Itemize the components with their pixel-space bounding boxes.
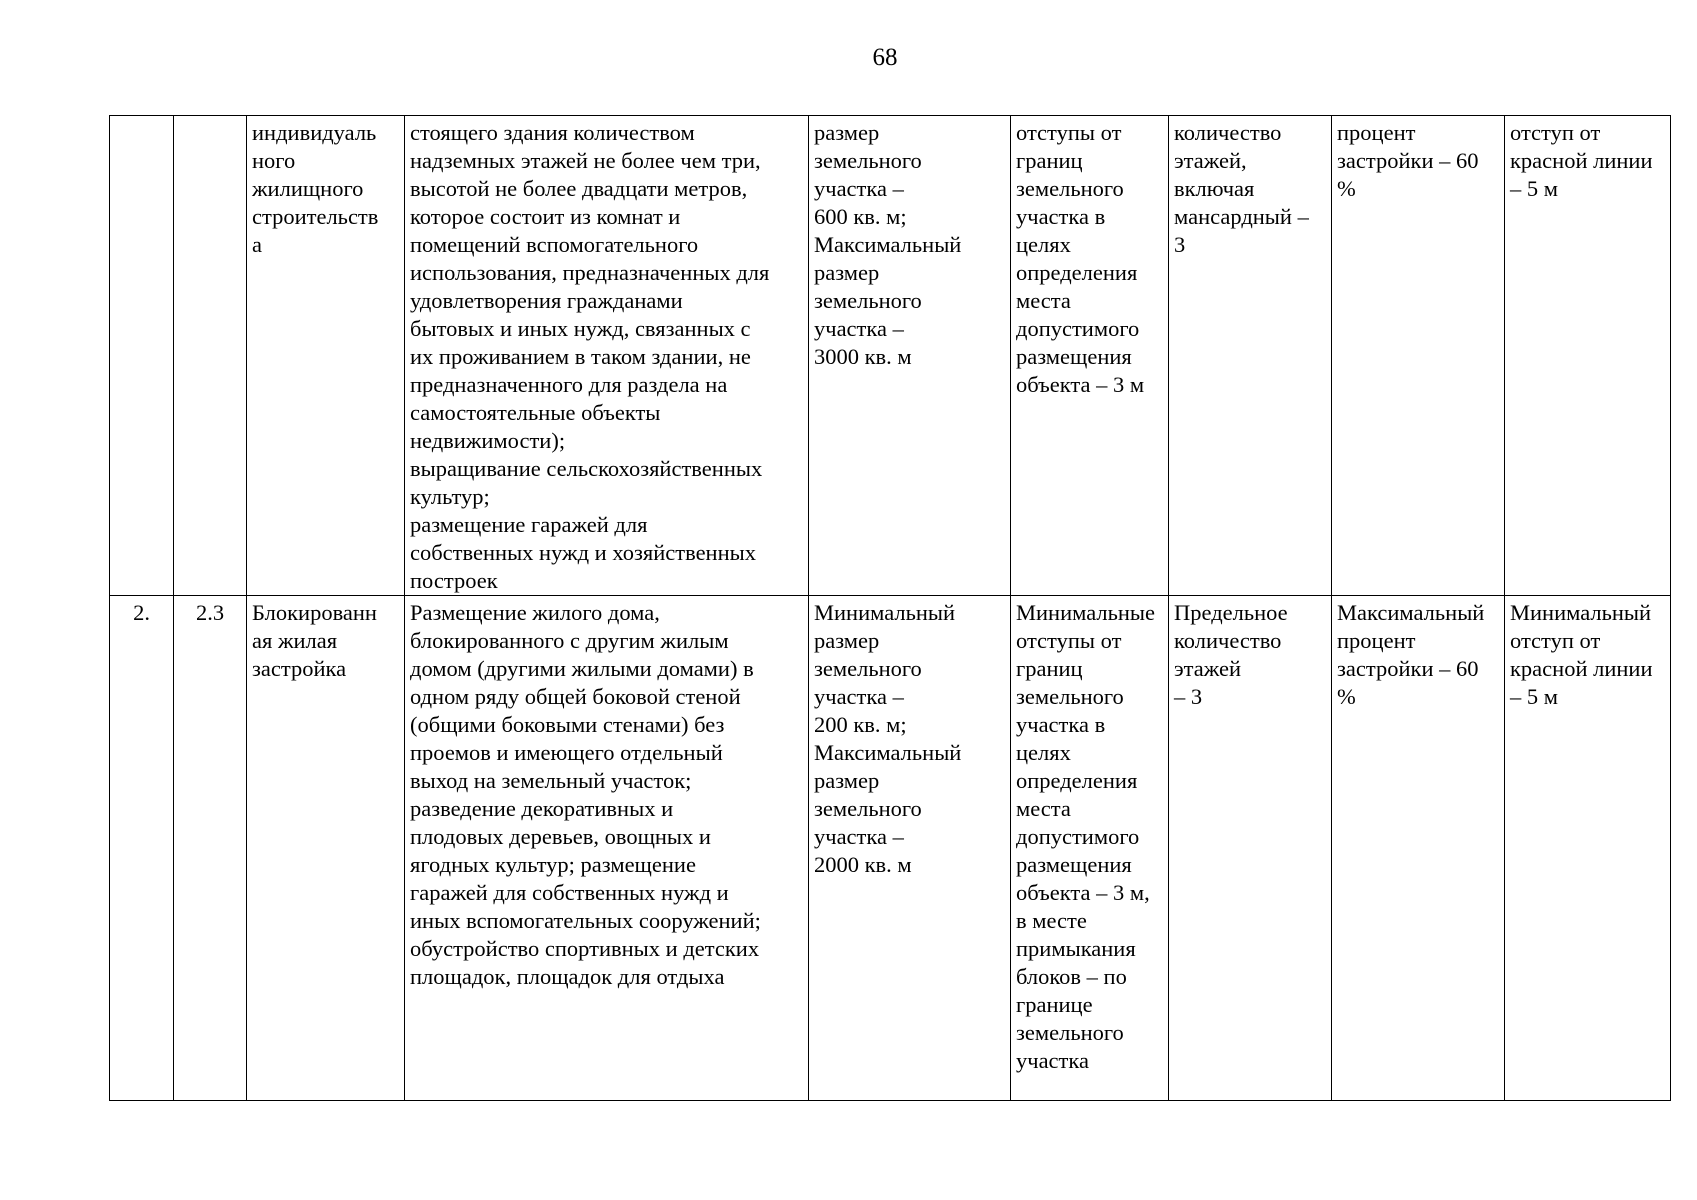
regulations-table xyxy=(109,115,1671,1101)
use-type-name-cell: индивидуаль ного жилищного строительств а xyxy=(247,116,405,596)
coverage-cell: Максимальный процент застройки – 60 % xyxy=(1332,596,1505,1101)
coverage-cell: процент застройки – 60 % xyxy=(1332,116,1505,596)
page-number: 68 xyxy=(872,44,898,71)
use-description-cell: стоящего здания количеством надземных этажей не более чем три, высотой не более двадцати метров, которое состоит из комнат и помещений вспомогательного использования, предназначенных для удовлетворения гражданами бытовых и иных нужд, связанных с их проживанием в таком здании, не предназначенного для раздела на самостоятельные объекты недвижимости); выращивание сельскохозяйственных культур; размещение гаражей для собственных нужд и хозяйственных построек xyxy=(405,116,809,596)
use-description-cell: Размещение жилого дома, блокированного с другим жилым домом (другими жилыми домами) в одном ряду общей боковой стеной (общими боковыми стенами) без проемов и имеющего отдельный выход на земельный участок; разведение декоративных и плодовых деревьев, овощных и ягодных культур; размещение гаражей для собственных нужд и иных вспомогательных сооружений; обустройство спортивных и детских площадок, площадок для отдыха xyxy=(405,596,809,1101)
row-code-cell xyxy=(174,116,247,596)
plot-size-cell: размер земельного участка – 600 кв. м; Максимальный размер земельного участка – 3000 кв. м xyxy=(809,116,1011,596)
red-line-setback-cell: отступ от красной линии – 5 м xyxy=(1505,116,1671,596)
row-index-cell xyxy=(110,116,174,596)
row-code-cell: 2.3 xyxy=(174,596,247,1101)
plot-size-cell: Минимальный размер земельного участка – 200 кв. м; Максимальный размер земельного участка – 2000 кв. м xyxy=(809,596,1011,1101)
row-index-cell: 2. xyxy=(110,596,174,1101)
setbacks-cell: Минимальные отступы от границ земельного участка в целях определения места допустимого размещения объекта – 3 м, в месте примыкания блоков – по границе земельного участка xyxy=(1011,596,1169,1101)
red-line-setback-cell: Минимальный отступ от красной линии – 5 м xyxy=(1505,596,1671,1101)
table-row xyxy=(110,116,1671,596)
floors-cell: количество этажей, включая мансардный – 3 xyxy=(1169,116,1332,596)
setbacks-cell: отступы от границ земельного участка в целях определения места допустимого размещения объекта – 3 м xyxy=(1011,116,1169,596)
floors-cell: Предельное количество этажей – 3 xyxy=(1169,596,1332,1101)
use-type-name-cell: Блокированн ая жилая застройка xyxy=(247,596,405,1101)
table-row xyxy=(110,596,1671,1101)
